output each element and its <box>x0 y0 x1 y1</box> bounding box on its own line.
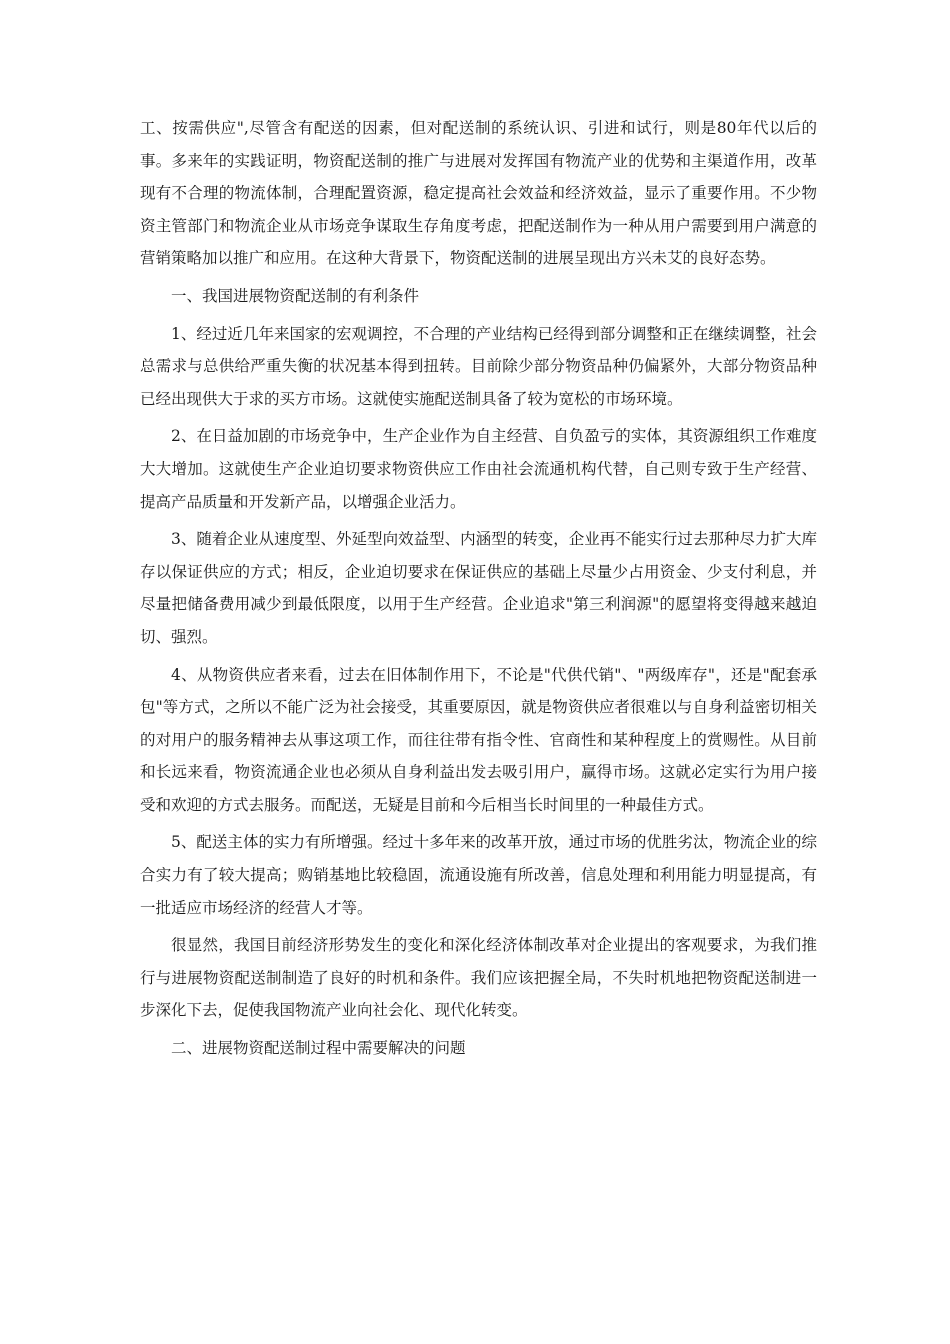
document-body <box>140 112 817 1070</box>
paragraph-intro-continuation: 工、按需供应",尽管含有配送的因素，但对配送制的系统认识、引进和试行，则是80年代以后的事。多来年的实践证明，物资配送制的推广与进展对发挥国有物流产业的优势和主渠道作用，改革现有不合理的物流体制，合理配置资源，稳定提高社会效益和经济效益，显示了重要作用。不少物资主管部门和物流企业从市场竞争谋取生存角度考虑，把配送制作为一种从用户需要到用户满意的营销策略加以推广和应用。在这种大背景下，物资配送制的进展呈现出方兴未艾的良好态势。 <box>140 119 817 268</box>
section-heading-problems: 二、进展物资配送制过程中需要解决的问题 <box>171 1039 466 1058</box>
paragraph-condition-1: 1、经过近几年来国家的宏观调控，不合理的产业结构已经得到部分调整和正在继续调整，社会总需求与总供给严重失衡的状况基本得到扭转。目前除少部分物资品种仍偏紧外，大部分物资品种已经出现供大于求的买方市场。这就使实施配送制具备了较为宽松的市场环境。 <box>140 324 817 408</box>
paragraph-condition-3: 3、随着企业从速度型、外延型向效益型、内涵型的转变，企业再不能实行过去那种尽力扩大库存以保证供应的方式；相反，企业迫切要求在保证供应的基础上尽量少占用资金、少支付利息，并尽量把储备费用减少到最低限度，以用于生产经营。企业追求"第三利润源"的愿望将变得越来越迫切、强烈。 <box>140 530 817 646</box>
paragraph-condition-4: 4、从物资供应者来看，过去在旧体制作用下，不论是"代供代销"、"两级库存"，还是"配套承包"等方式，之所以不能广泛为社会接受，其重要原因，就是物资供应者很难以与自身利益密切相关的对用户的服务精神去从事这项工作，而往往带有指令性、官商性和某种程度上的赏赐性。从目前和长远来看，物资流通企业也必须从自身利益出发去吸引用户，赢得市场。这就必定实行为用户接受和欢迎的方式去服务。而配送，无疑是目前和今后相当长时间里的一种最佳方式。 <box>140 665 817 814</box>
paragraph-condition-2: 2、在日益加剧的市场竞争中，生产企业作为自主经营、自负盈亏的实体，其资源组织工作难度大大增加。这就使生产企业迫切要求物资供应工作由社会流通机构代替，自己则专致于生产经营、提高产品质量和开发新产品，以增强企业活力。 <box>140 427 817 511</box>
paragraph-condition-5: 5、配送主体的实力有所增强。经过十多年来的改革开放，通过市场的优胜劣汰，物流企业的综合实力有了较大提高；购销基地比较稳固，流通设施有所改善，信息处理和利用能力明显提高，有一批适应市场经济的经营人才等。 <box>140 833 817 917</box>
section-heading-favorable-conditions: 一、我国进展物资配送制的有利条件 <box>171 286 420 305</box>
paragraph-summary: 很显然，我国目前经济形势发生的变化和深化经济体制改革对企业提出的客观要求，为我们推行与进展物资配送制制造了良好的时机和条件。我们应该把握全局，不失时机地把物资配送制进一步深化下去，促使我国物流产业向社会化、现代化转变。 <box>140 936 817 1020</box>
